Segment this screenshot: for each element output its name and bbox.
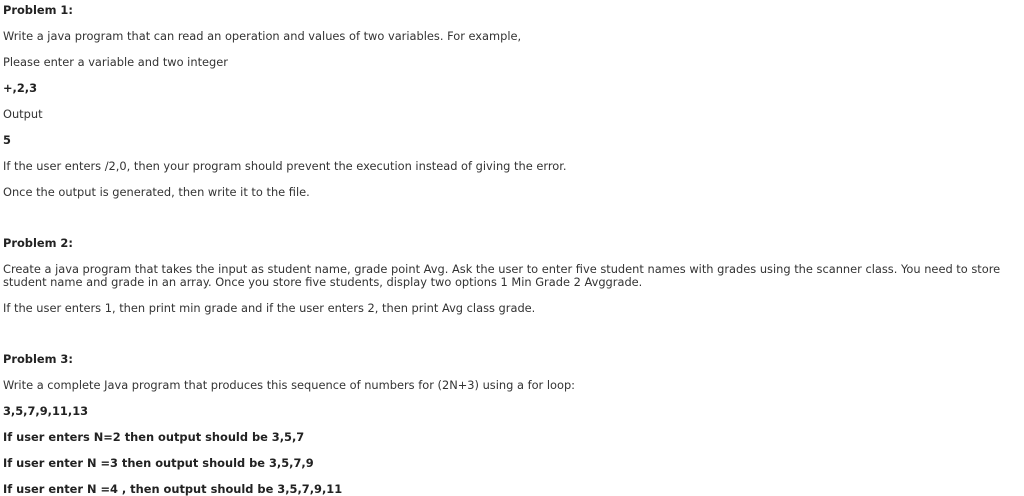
problem-3-description: Write a complete Java program that produces this sequence of numbers for (2N+3) using a for loop: (3, 378, 576, 392)
problem-2-options-note: If the user enters 1, then print min grade and if the user enters 2, then print Avg class grade. (3, 301, 536, 315)
problem-1-prompt: Please enter a variable and two integer (3, 55, 228, 69)
problem-2 (3, 237, 1024, 315)
problem-1-sample-input: +,2,3 (3, 81, 38, 95)
problem-1-intro: Write a java program that can read an operation and values of two variables. For example, (3, 29, 522, 43)
problem-1-file-note: Once the output is generated, then write it to the file. (3, 185, 310, 199)
problem-3-sequence: 3,5,7,9,11,13 (3, 404, 89, 418)
problem-1 (3, 4, 1024, 199)
problem-2-description: Create a java program that takes the input as student name, grade point Avg. Ask the user to enter five student names with grades using the scanner class. You need to store student name and grade in an array. Once you store five students, display two options 1 Min Grade 2 Avggrade. (3, 262, 1001, 289)
problem-3-title: Problem 3: (3, 352, 73, 366)
problem-1-output-label: Output (3, 107, 43, 121)
problem-3 (3, 353, 1024, 496)
problem-1-title: Problem 1: (3, 3, 73, 17)
problem-2-title: Problem 2: (3, 236, 73, 250)
problem-3-example: If user enter N =3 then output should be 3,5,7,9 (3, 456, 314, 470)
problem-3-example: If user enter N =4 , then output should be 3,5,7,9,11 (3, 482, 343, 496)
problem-3-example: If user enters N=2 then output should be 3,5,7 (3, 430, 305, 444)
problem-1-error-note: If the user enters /2,0, then your program should prevent the execution instead of giving the error. (3, 159, 567, 173)
problem-1-sample-output: 5 (3, 133, 11, 147)
